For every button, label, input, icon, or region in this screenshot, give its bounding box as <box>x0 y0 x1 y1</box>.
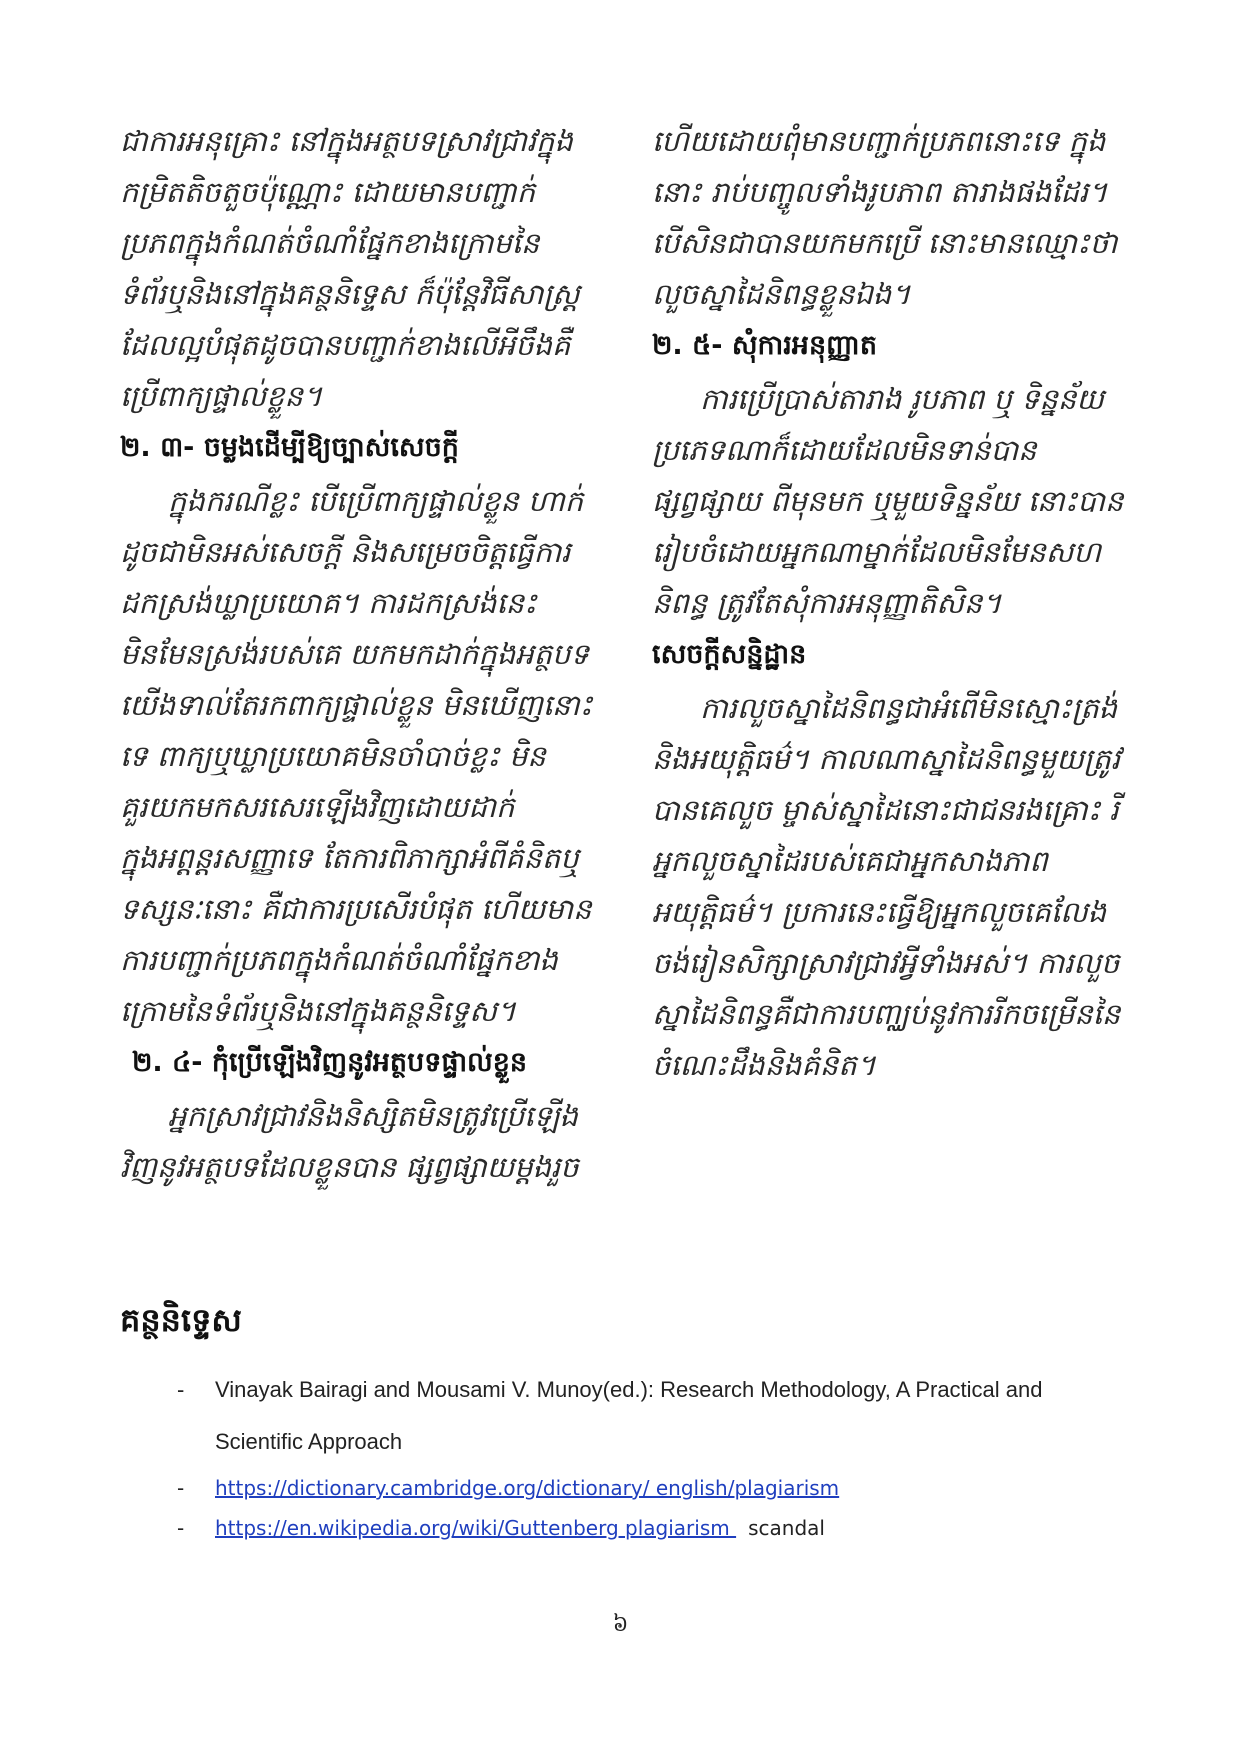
paragraph-self-reuse-continued: ហើយដោយពុំមានបញ្ជាក់ប្រភពនោះទេ ក្នុងនោះ រាប់បញ្ចូលទាំងរូបភាព តារាងផងដែរ។ បើសិនជាបានយកមកប្រើ នោះមានឈ្មោះថា លួចស្នាដៃនិពន្ធខ្លួនឯង។ <box>652 124 1118 311</box>
left-column <box>120 116 598 1193</box>
section-heading-2-5: ២. ៥- សុំការអនុញ្ញាត <box>652 330 877 361</box>
reference-suffix: scandal <box>748 1516 825 1540</box>
reference-item <box>120 1508 1120 1548</box>
section-heading-2-3: ២. ៣- ចម្លងដើម្បីឱ្យច្បាស់សេចក្តី <box>120 432 459 463</box>
right-column <box>652 116 1132 1091</box>
reference-item <box>120 1364 1120 1468</box>
paragraph-intro-continued: ជាការអនុគ្រោះ នៅក្នុងអត្ថបទស្រាវជ្រាវក្នុងកម្រិតតិចតួចប៉ុណ្ណោះ ដោយមានបញ្ជាក់ប្រភពក្នុងកំណត់ចំណាំផ្នែកខាងក្រោមនៃទំព័រឬនិងនៅក្នុងគន្ថនិទ្ទេស ក៏ប៉ុន្តែវិធីសាស្ត្រដែលល្អបំផុតដូចបានបញ្ជាក់ខាងលើអីចឹងគឺ ប្រើពាក្យផ្ទាល់ខ្លួន។ <box>120 124 580 413</box>
list-dash: - <box>177 1476 185 1500</box>
section-heading-conclusion: សេចក្តីសន្និដ្ឋាន <box>652 639 807 670</box>
page-number: ៦ <box>612 1612 629 1637</box>
paragraph-self-reuse: អ្នកស្រាវជ្រាវនិងនិស្សិតមិនត្រូវប្រើឡើងវិញនូវអត្ថបទដែលខ្លួនបាន ផ្សព្វផ្សាយម្តងរួច <box>120 1099 579 1184</box>
paragraph-quotation: ក្នុងករណីខ្លះ បើប្រើពាក្យផ្ទាល់ខ្លួន ហាក់ដូចជាមិនអស់សេចក្តី និងសម្រេចចិត្តធ្វើការដកស្រង់ឃ្លាប្រយោគ។ ការដកស្រង់នេះ មិនមែនស្រង់របស់គេ យកមកដាក់ក្នុងអត្ថបទយើងទាល់តែរកពាក្យផ្ទាល់ខ្លួន មិនឃើញនោះទេ ពាក្យឬឃ្លាប្រយោគមិនចាំបាច់ខ្លះ មិនគួរយកមកសរសេរឡើងវិញដោយដាក់ក្នុងអព្តន្តរសញ្ញាទេ តែការពិភាក្សាអំពីគំនិតឬទស្សនៈនោះ គឺជាការប្រសើរបំផុត ហើយមានការបញ្ជាក់ប្រភពក្នុងកំណត់ចំណាំផ្នែកខាងក្រោមនៃទំព័រឬនិងនៅក្នុងគន្ថនិទ្ទេស។ <box>120 484 593 1028</box>
reference-text: Vinayak Bairagi and Mousami V. Munoy(ed.): Research Methodology, A Practical and Scientific Approach <box>215 1377 1043 1454</box>
reference-link-cambridge[interactable]: https://dictionary.cambridge.org/dictionary/ english/plagiarism <box>215 1476 840 1500</box>
references-title: គន្ថនិទ្ទេស <box>120 1301 242 1339</box>
reference-item <box>120 1468 1120 1508</box>
list-dash: - <box>177 1516 185 1540</box>
list-dash: - <box>177 1377 185 1402</box>
paragraph-conclusion: ការលួចស្នាដៃនិពន្ធជាអំពើមិនស្មោះត្រង់និងអយុត្តិធម៌។ កាលណាស្នាដៃនិពន្ធមួយត្រូវបានគេលួច ម្ចាស់ស្នាដៃនោះជាជនរងគ្រោះ រីអ្នកលួចស្នាដៃរបស់គេជាអ្នកសាងភាពអយុត្តិធម៌។ ប្រការនេះធ្វើឱ្យអ្នកលួចគេលែងចង់រៀនសិក្សាស្រាវជ្រាវអ្វីទាំងអស់។ ការលួចស្នាដៃនិពន្ធគឺជាការបញ្ឈប់នូវការរីកចម្រើននៃចំណេះដឹងនិងគំនិត។ <box>652 691 1121 1082</box>
references-section <box>120 1300 1120 1548</box>
paragraph-permission: ការប្រើប្រាស់តារាង រូបភាព ឬ ទិន្នន័យប្រភេទណាក៏ដោយដែលមិនទាន់បានផ្សព្វផ្សាយ ពីមុនមក ឬមួយទិន្នន័យ នោះបានរៀបចំដោយអ្នកណាម្នាក់ដែលមិនមែនសហនិពន្ធ ត្រូវតែសុំការអនុញ្ញាតិសិន។ <box>652 382 1124 620</box>
section-heading-2-4: ២. ៤- កុំប្រើឡើងវិញនូវអត្ថបទផ្ទាល់ខ្លួន <box>132 1047 528 1078</box>
reference-link-wikipedia[interactable]: https://en.wikipedia.org/wiki/Guttenberg plagiarism <box>215 1516 737 1540</box>
